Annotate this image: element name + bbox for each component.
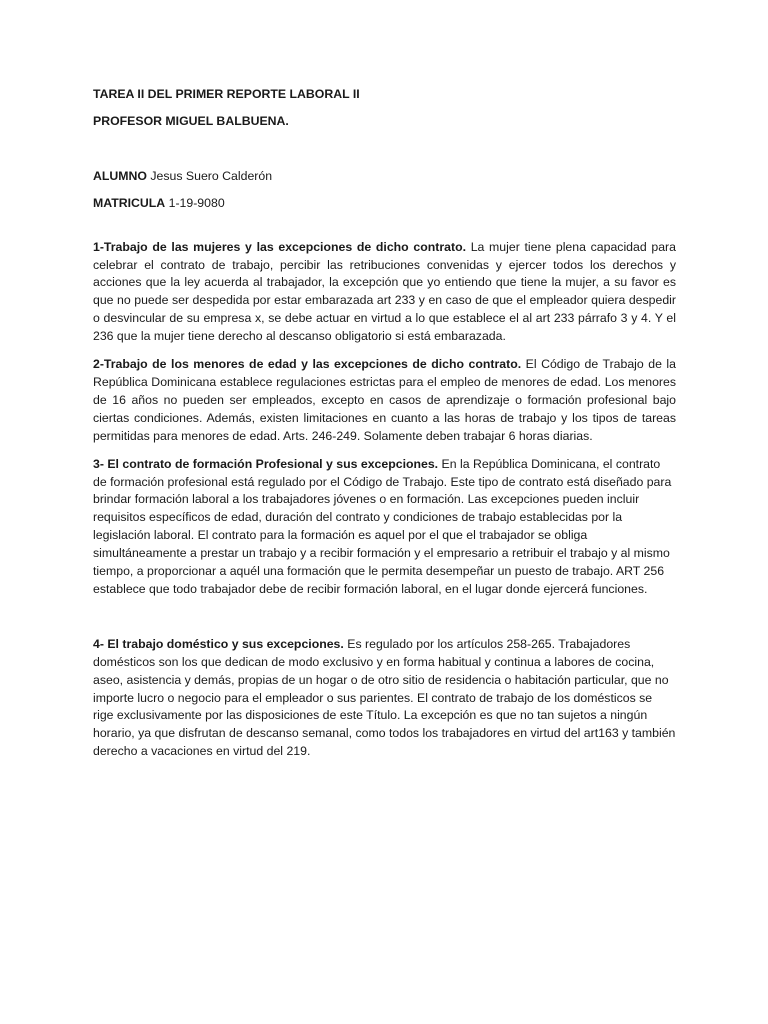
- section-minors-body: El Código de Trabajo de la República Dominicana establece regulaciones estrictas para el empleo de menores de edad. Los menores de 16 años no pueden ser empleados, excepto en casos de aprendizaje o formación profesional bajo ciertas condiciones. Además, existen limitaciones en cuanto a las horas de trabajo y los tipos de tareas permitidas para menores de edad. Arts. 246-249. Solamente deben trabajar 6 horas diarias.: [93, 357, 677, 443]
- professor-line: PROFESOR MIGUEL BALBUENA.: [93, 113, 289, 128]
- section-minors: [93, 356, 676, 446]
- student-name-label: ALUMNO: [93, 168, 147, 183]
- section-women-title: 1-Trabajo de las mujeres y las excepciones de dicho contrato.: [93, 239, 466, 254]
- section-domestic-title: 4- El trabajo doméstico y sus excepciones.: [93, 636, 344, 651]
- section-training-title: 3- El contrato de formación Profesional y sus excepciones.: [93, 456, 439, 471]
- section-women: [93, 239, 676, 346]
- section-training: [93, 456, 676, 599]
- section-domestic-body: Es regulado por los artículos 258-265. Trabajadores domésticos son los que dedican de modo exclusivo y en forma habitual y continua a labores de cocina, aseo, asistencia y demás, propias de un hogar o de otro sitio de residencia o habitación particular, que no importe lucro o negocio para el empleador o sus parientes. El contrato de trabajo de los domésticos se rige exclusivamente por las disposiciones de este Título. La excepción es que no tan sujetos a ningún horario, ya que disfrutan de descanso semanal, como todos los trabajadores en virtud del art163 y también derecho a vacaciones en virtud del 219.: [93, 636, 676, 759]
- student-id-line: [93, 195, 676, 213]
- student-id-value: 1-19-9080: [165, 195, 225, 210]
- section-training-body: En la República Dominicana, el contrato de formación profesional está regulado por el Código de Trabajo. Este tipo de contrato está diseñado para brindar formación laboral a los trabajadores jóvenes o en formación. Las excepciones pueden incluir requisitos específicos de edad, duración del contrato y condiciones de trabajo establecidas por la legislación laboral. El contrato para la formación es aquel por el que el trabajador se obliga simultáneamente a prestar un trabajo y a recibir formación y el empresario a retribuir el trabajo y al mismo tiempo, a proporcionar a aquél una formación que le permita desempeñar un puesto de trabajo. ART 256 establece que todo trabajador debe de recibir formación laboral, en el lugar donde ejercerá funciones.: [93, 456, 672, 596]
- student-name-value: Jesus Suero Calderón: [146, 168, 273, 183]
- document-content: [93, 86, 676, 761]
- assignment-title: TAREA II DEL PRIMER REPORTE LABORAL II: [93, 87, 360, 101]
- section-minors-title: 2-Trabajo de los menores de edad y las excepciones de dicho contrato.: [93, 357, 522, 372]
- section-women-body: La mujer tiene plena capacidad para celebrar el contrato de trabajo, percibir las retribuciones convenidas y ejercer todos los derechos y acciones que la ley acuerda al trabajador, la excepción que yo entiendo que tiene la mujer, a su favor es que no puede ser despedida por estar embarazada art 233 y en caso de que el empleador quiera despedir o desvincular de su empresa x, se debe actuar en virtud a lo que establece el al art 233 párrafo 3 y 4. Y el 236 que la mujer tiene derecho al descanso obligatorio si está embarazada.: [93, 239, 676, 344]
- student-name-line: [93, 168, 676, 186]
- section-domestic: [93, 636, 676, 761]
- student-id-label: MATRICULA: [93, 195, 166, 210]
